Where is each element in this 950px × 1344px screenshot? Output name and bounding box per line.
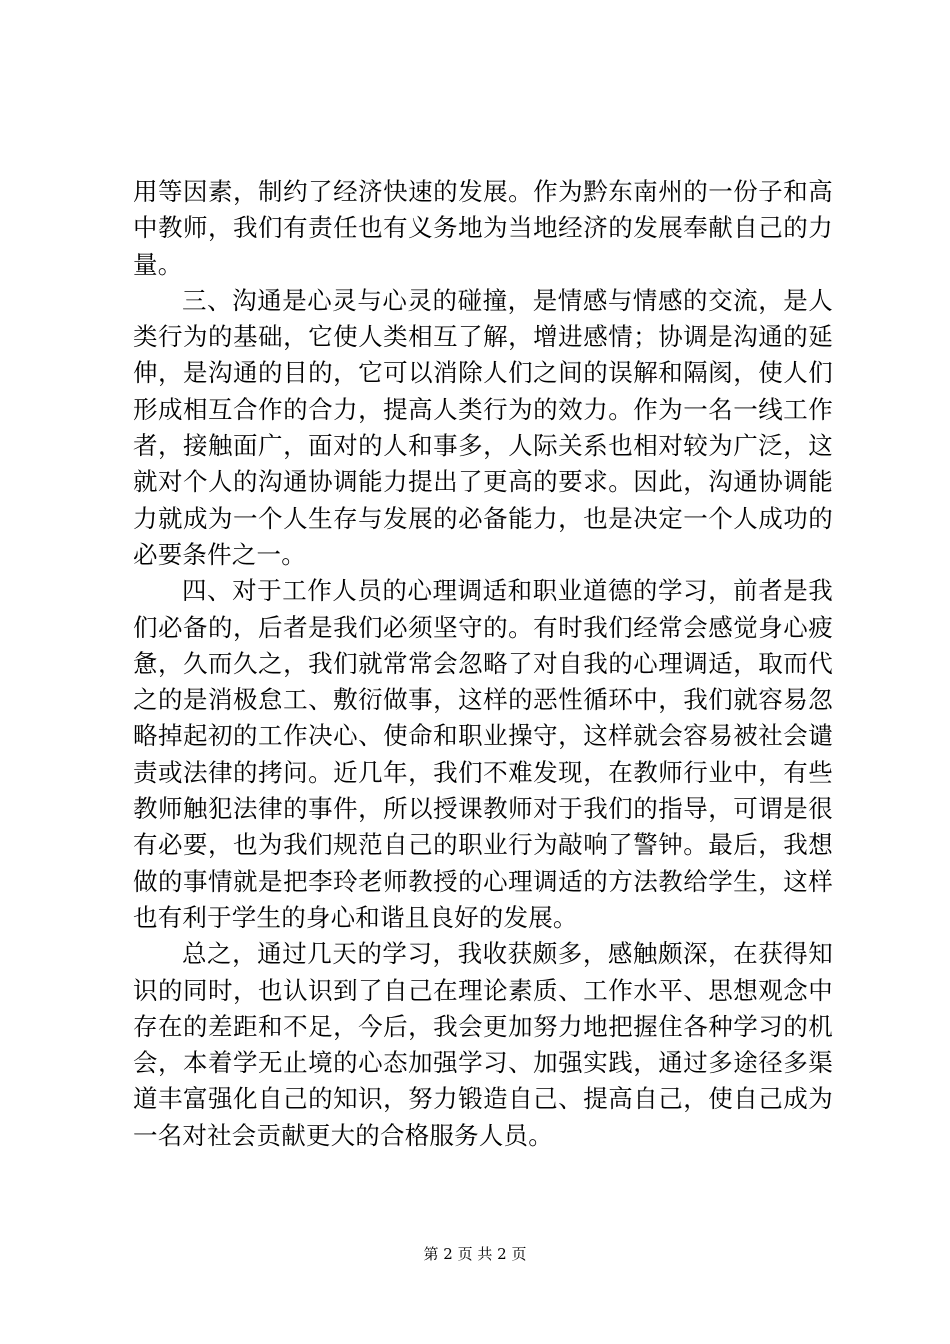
paragraph-continuation: 用等因素，制约了经济快速的发展。作为黔东南州的一份子和高中教师，我们有责任也有义务地为当地经济的发展奉献自己的力量。 [133, 177, 833, 279]
paragraph-communication: 三、沟通是心灵与心灵的碰撞，是情感与情感的交流，是人类行为的基础，它使人类相互了解，增进感情；协调是沟通的延伸，是沟通的目的，它可以消除人们之间的误解和隔阂，使人们形成相互合作的合力，提高人类行为的效力。作为一名一线工作者，接触面广，面对的人和事多，人际关系也相对较为广泛，这就对个人的沟通协调能力提出了更高的要求。因此，沟通协调能力就成为一个人生存与发展的必备能力，也是决定一个人成功的必要条件之一。 [133, 285, 833, 569]
page-number-footer: 第 2 页 共 2 页 [423, 1245, 527, 1263]
paragraph-psychology-ethics: 四、对于工作人员的心理调适和职业道德的学习，前者是我们必备的，后者是我们必须坚守的。有时我们经常会感觉身心疲惫，久而久之，我们就常常会忽略了对自我的心理调适，取而代之的是消极怠工、敷衍做事，这样的恶性循环中，我们就容易忽略掉起初的工作决心、使命和职业操守，这样就会容易被社会谴责或法律的拷问。近几年，我们不难发现，在教师行业中，有些教师触犯法律的事件，所以授课教师对于我们的指导，可谓是很有必要，也为我们规范自己的职业行为敲响了警钟。最后，我想做的事情就是把李玲老师教授的心理调适的方法教给学生，这样也有利于学生的身心和谐且良好的发展。 [133, 576, 833, 932]
paragraph-conclusion: 总之，通过几天的学习，我收获颇多，感触颇深，在获得知识的同时，也认识到了自己在理论素质、工作水平、思想观念中存在的差距和不足，今后，我会更加努力地把握住各种学习的机会，本着学无止境的心态加强学习、加强实践，通过多途径多渠道丰富强化自己的知识，努力锻造自己、提高自己，使自己成为一名对社会贡献更大的合格服务人员。 [133, 939, 833, 1150]
document-body [133, 174, 833, 1154]
